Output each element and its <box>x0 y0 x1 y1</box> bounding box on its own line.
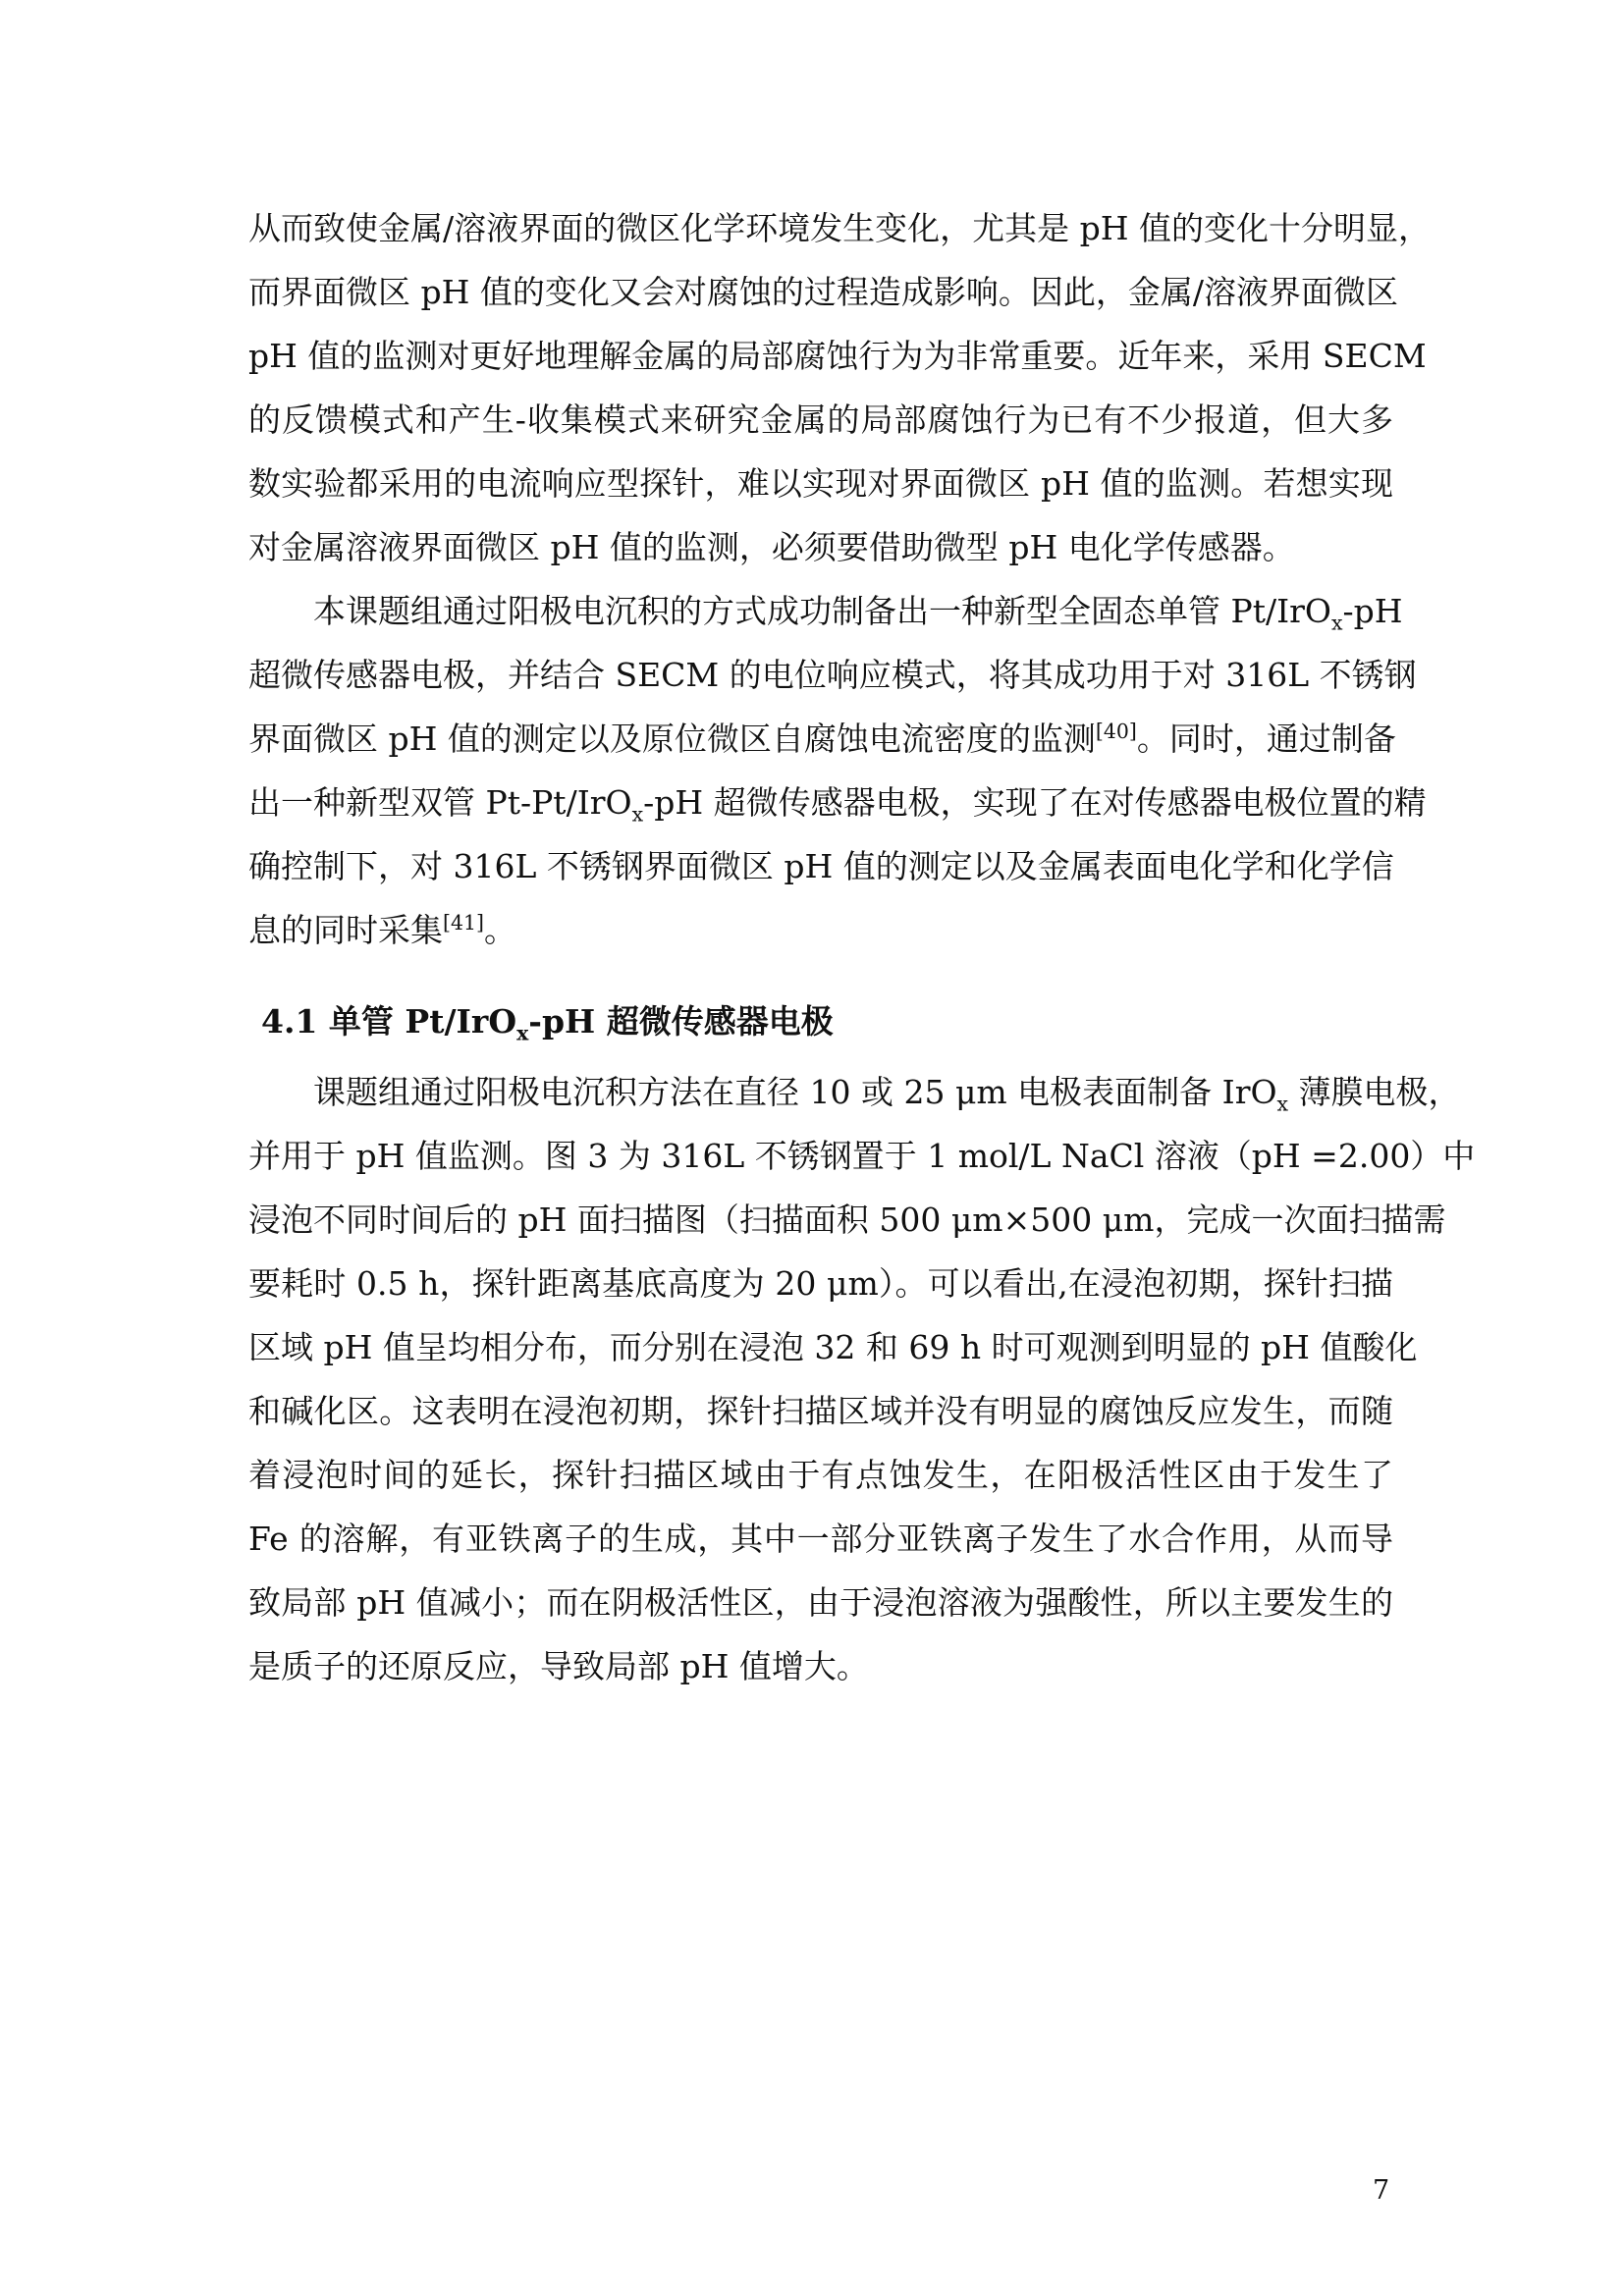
paragraph-line: 出一种新型双管 Pt-Pt/IrO$_x$-pH 超微传感器电极，实现了在对传感器电极位置的精 <box>248 783 1427 827</box>
paragraph-line: 本课题组通过阳极电沉积的方式成功制备出一种新型全固态单管 Pt/IrO$_x$-pH <box>313 592 1403 635</box>
paragraph-line: 对金属溶液界面微区 pH 值的监测，必须要借助微型 pH 电化学传感器。 <box>248 528 1295 566</box>
paragraph-line: 确控制下，对 316L 不锈钢界面微区 pH 值的测定以及金属表面电化学和化学信 <box>248 847 1394 885</box>
citation-40: [40] <box>1095 720 1137 743</box>
paragraph-line: pH 值的监测对更好地理解金属的局部腐蚀行为为非常重要。近年来，采用 SECM <box>248 337 1427 375</box>
page-number: 7 <box>1373 2175 1390 2206</box>
paragraph-line: 从而致使金属/溶液界面的微区化学环境发生变化，尤其是 pH 值的变化十分明显， <box>248 209 1432 247</box>
paragraph-line: 是质子的还原反应，导致局部 pH 值增大。 <box>248 1647 869 1685</box>
paragraph-line: Fe 的溶解，有亚铁离子的生成，其中一部分亚铁离子发生了水合作用，从而导 <box>248 1520 1393 1558</box>
paragraph-line: 浸泡不同时间后的 pH 面扫描图（扫描面积 500 μm×500 μm，完成一次面扫描需 <box>248 1201 1446 1239</box>
paragraph-line: 的反馈模式和产生-收集模式来研究金属的局部腐蚀行为已有不少报道，但大多 <box>248 400 1393 439</box>
paragraph-line: 区域 pH 值呈均相分布，而分别在浸泡 32 和 69 h 时可观测到明显的 pH 值酸化 <box>248 1328 1418 1366</box>
paragraph-line: 致局部 pH 值减小；而在阴极活性区，由于浸泡溶液为强酸性，所以主要发生的 <box>248 1583 1393 1622</box>
paragraph-line: 超微传感器电极，并结合 SECM 的电位响应模式，将其成功用于对 316L 不锈钢 <box>248 656 1417 694</box>
paragraph-line: 而界面微区 pH 值的变化又会对腐蚀的过程造成影响。因此，金属/溶液界面微区 <box>248 273 1399 311</box>
subscript-x: x <box>1330 611 1343 635</box>
paragraph-line: 要耗时 0.5 h，探针距离基底高度为 20 μm）。可以看出,在浸泡初期，探针扫描 <box>248 1264 1393 1303</box>
paragraph-line: 课题组通过阳极电沉积方法在直径 10 或 25 μm 电极表面制备 IrO$_x$ 薄膜电极， <box>313 1073 1461 1116</box>
subscript-x: x <box>631 802 644 827</box>
paragraph-line: 息的同时采集[41]。 <box>248 911 516 949</box>
paragraph-line: 和碱化区。这表明在浸泡初期，探针扫描区域并没有明显的腐蚀反应发生，而随 <box>248 1392 1393 1430</box>
citation-41: [41] <box>443 911 484 934</box>
subscript-x: x <box>1276 1092 1289 1116</box>
paragraph-line: 着浸泡时间的延长，探针扫描区域由于有点蚀发生，在阳极活性区由于发生了 <box>248 1456 1393 1494</box>
paragraph-line: 界面微区 pH 值的测定以及原位微区自腐蚀电流密度的监测[40]。同时，通过制备 <box>248 720 1396 758</box>
section-heading: 4.1 单管 Pt/IrO$_x$-pH 超微传感器电极 <box>261 1002 834 1045</box>
paragraph-line: 数实验都采用的电流响应型探针，难以实现对界面微区 pH 值的监测。若想实现 <box>248 464 1393 503</box>
paragraph-line: 并用于 pH 值监测。图 3 为 316L 不锈钢置于 1 mol/L NaCl 溶液（pH =2.00）中 <box>248 1137 1476 1175</box>
